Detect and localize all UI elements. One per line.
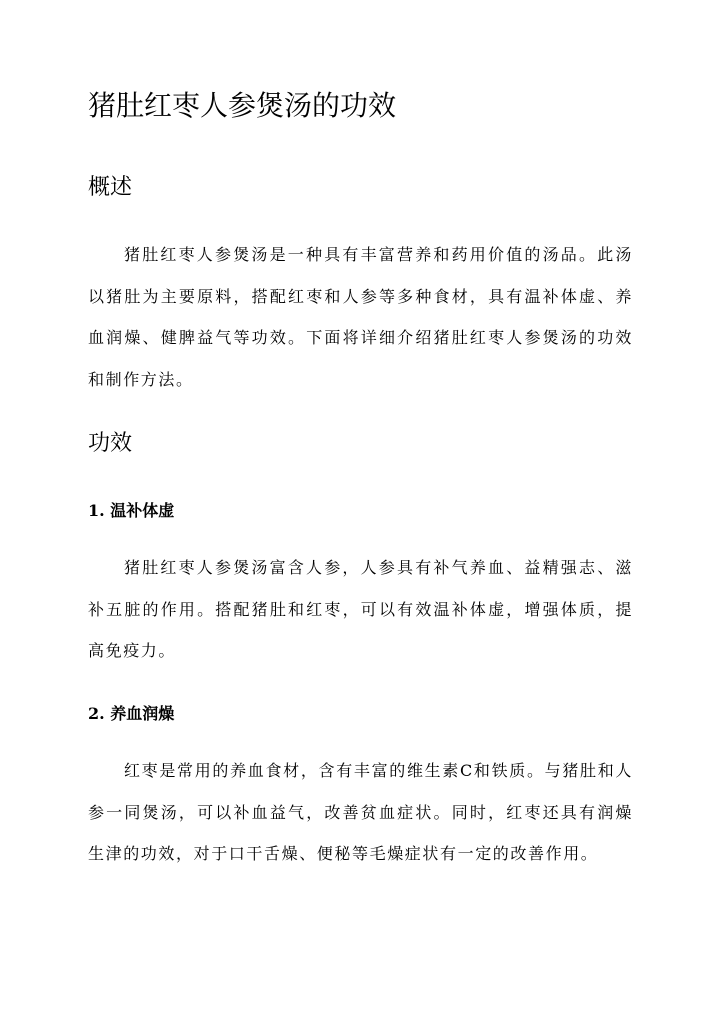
page-title: 猪肚红枣人参煲汤的功效: [88, 89, 397, 122]
overview-paragraph: 猪肚红枣人参煲汤是一种具有丰富营养和药用价值的汤品。此汤以猪肚为主要原料，搭配红枣和人参等多种食材，具有温补体虚、养血润燥、健脾益气等功效。下面将详细介绍猪肚红枣人参煲汤的功效和制作方法。: [88, 245, 633, 389]
effect-2-paragraph: 红枣是常用的养血食材，含有丰富的维生素C和铁质。与猪肚和人参一同煲汤，可以补血益气，改善贫血症状。同时，红枣还具有润燥生津的功效，对于口干舌燥、便秘等毛燥症状有一定的改善作用。: [88, 761, 633, 863]
effect-2-heading: 2. 养血润燥: [88, 704, 175, 723]
effects-heading: 功效: [88, 431, 133, 456]
overview-heading: 概述: [88, 175, 133, 200]
effect-1-paragraph: 猪肚红枣人参煲汤富含人参，人参具有补气养血、益精强志、滋补五脏的作用。搭配猪肚和红枣，可以有效温补体虚，增强体质，提高免疫力。: [88, 558, 633, 660]
effect-1-heading: 1. 温补体虚: [88, 501, 175, 520]
